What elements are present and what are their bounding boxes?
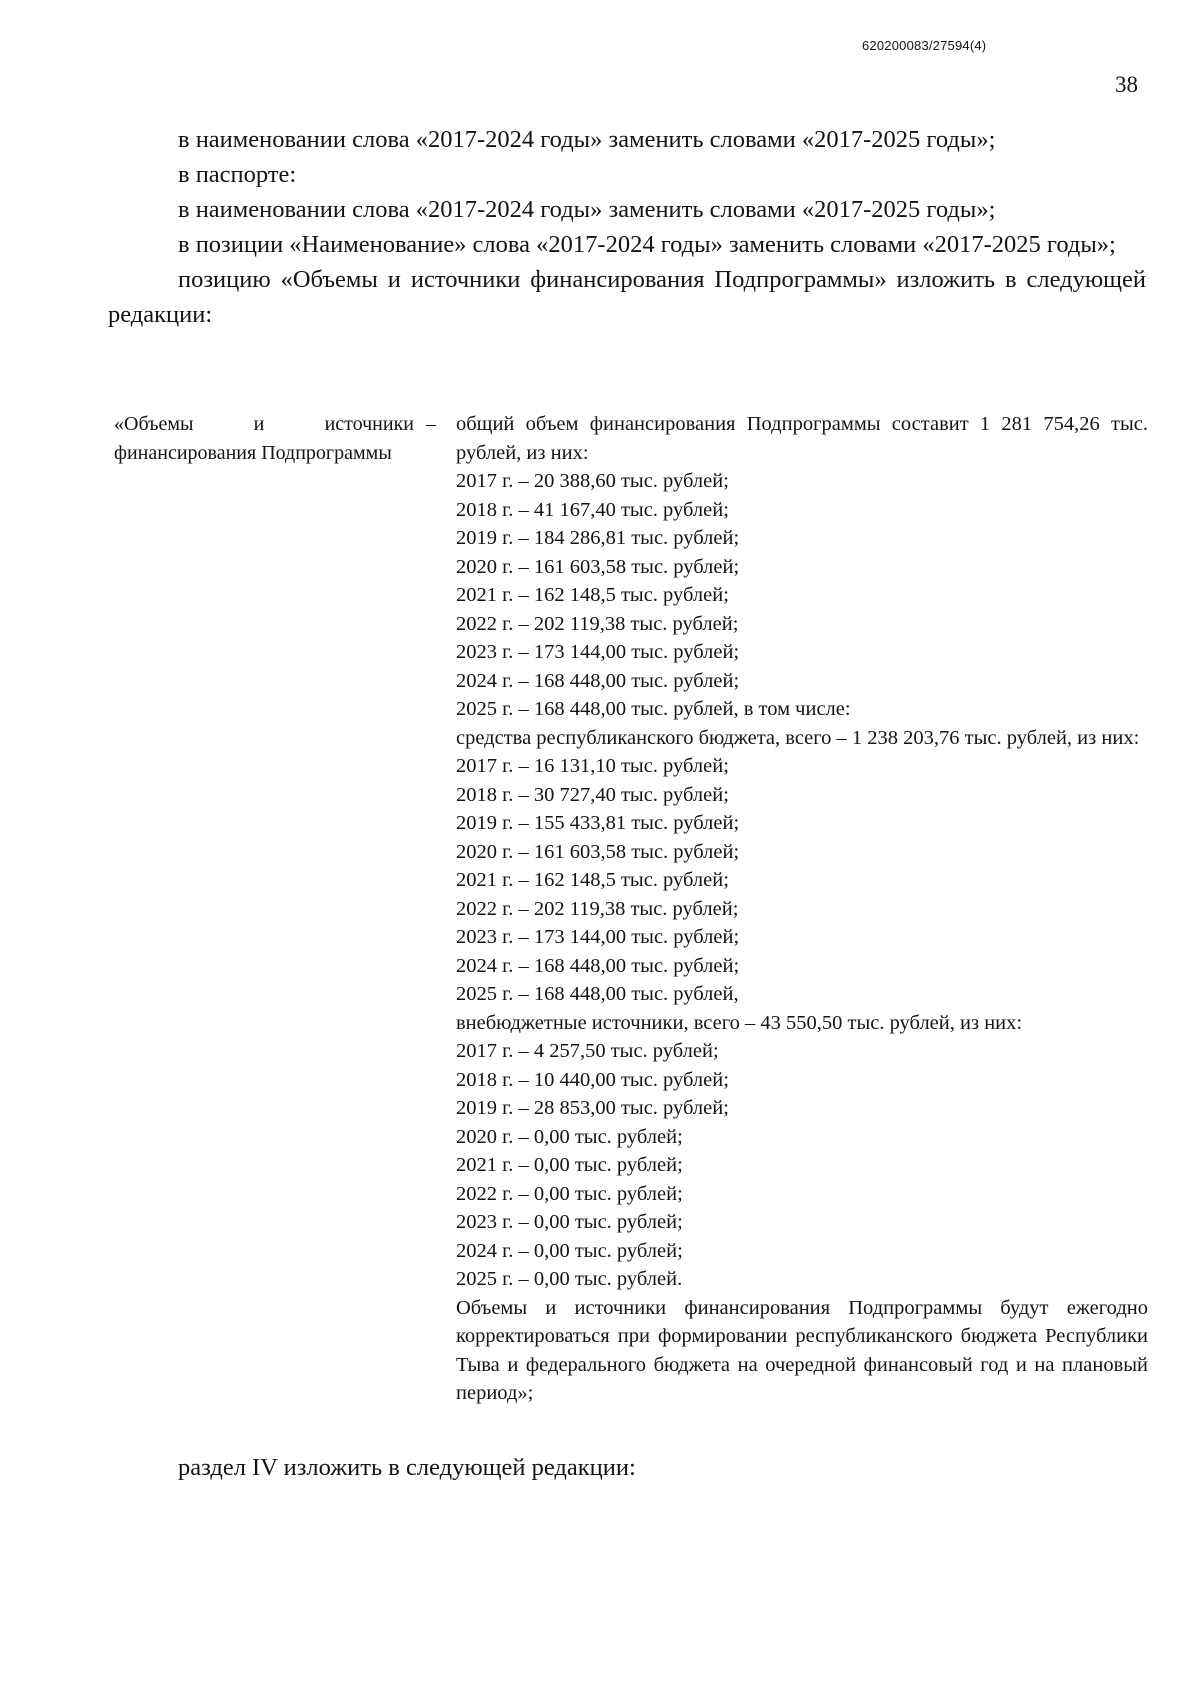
republican-budget-intro: средства республиканского бюджета, всего – 1 238 203,76 тыс. рублей, из них: <box>456 726 1140 749</box>
extrabudget-year-row: 2019 г. – 28 853,00 тыс. рублей; <box>456 1097 729 1119</box>
republican-year-row: 2023 г. – 173 144,00 тыс. рублей; <box>456 926 740 948</box>
republican-year-row: 2021 г. – 162 148,5 тыс. рублей; <box>456 869 729 891</box>
paragraph: в позиции «Наименование» слова «2017-2024 годы» заменить словами «2017-2025 годы»; <box>178 231 1116 258</box>
total-year-row: 2019 г. – 184 286,81 тыс. рублей; <box>456 527 740 549</box>
total-year-row: 2025 г. – 168 448,00 тыс. рублей, в том числе: <box>456 698 851 720</box>
republican-year-row: 2025 г. – 168 448,00 тыс. рублей, <box>456 983 739 1005</box>
republican-year-row: 2020 г. – 161 603,58 тыс. рублей; <box>456 840 740 863</box>
separator-dash: – <box>426 413 436 435</box>
extrabudget-year-row: 2022 г. – 0,00 тыс. рублей; <box>456 1182 683 1205</box>
republican-year-row: 2022 г. – 202 119,38 тыс. рублей; <box>456 897 739 920</box>
funding-note: Объемы и источники финансирования Подпрограммы будут ежегодно корректироваться при формировании республиканского бюджета Республики Тыва и федерального бюджета на очередной финансовый год и на плановый период»; <box>456 1296 1148 1404</box>
total-year-row: 2024 г. – 168 448,00 тыс. рублей; <box>456 669 740 692</box>
total-year-row: 2023 г. – 173 144,00 тыс. рублей; <box>456 641 740 663</box>
total-year-row: 2022 г. – 202 119,38 тыс. рублей; <box>456 612 739 635</box>
page-number: 38 <box>1115 72 1138 97</box>
extrabudget-year-row: 2021 г. – 0,00 тыс. рублей; <box>456 1154 683 1176</box>
paragraph: позицию «Объемы и источники финансирования Подпрограммы» изложить в следующей редакции: <box>108 266 1146 328</box>
republican-year-row: 2024 г. – 168 448,00 тыс. рублей; <box>456 954 740 977</box>
extrabudget-year-row: 2025 г. – 0,00 тыс. рублей. <box>456 1268 683 1290</box>
extrabudget-year-row: 2020 г. – 0,00 тыс. рублей; <box>456 1125 683 1148</box>
total-year-row: 2020 г. – 161 603,58 тыс. рублей; <box>456 555 740 578</box>
position-label: «Объемы и источники финансирования Подпрограммы <box>114 413 414 464</box>
paragraph: в наименовании слова «2017-2024 годы» заменить словами «2017-2025 годы»; <box>178 196 996 223</box>
document-id: 620200083/27594(4) <box>862 38 987 53</box>
extrabudget-intro: внебюджетные источники, всего – 43 550,50 тыс. рублей, из них: <box>456 1011 1023 1034</box>
republican-year-row: 2019 г. – 155 433,81 тыс. рублей; <box>456 812 740 834</box>
extrabudget-year-row: 2017 г. – 4 257,50 тыс. рублей; <box>456 1040 719 1062</box>
position-value <box>456 410 1148 1408</box>
total-intro: общий объем финансирования Подпрограммы составит 1 281 754,26 тыс. рублей, из них: <box>456 413 1148 464</box>
paragraph: в наименовании слова «2017-2024 годы» заменить словами «2017-2025 годы»; <box>178 126 996 153</box>
extrabudget-year-row: 2023 г. – 0,00 тыс. рублей; <box>456 1211 683 1233</box>
closing-paragraph: раздел IV изложить в следующей редакции: <box>178 1454 636 1481</box>
extrabudget-year-row: 2018 г. – 10 440,00 тыс. рублей; <box>456 1068 729 1091</box>
total-year-row: 2018 г. – 41 167,40 тыс. рублей; <box>456 498 729 521</box>
amendment-text <box>108 122 1146 332</box>
paragraph: в паспорте: <box>178 161 297 188</box>
extrabudget-year-row: 2024 г. – 0,00 тыс. рублей; <box>456 1239 683 1262</box>
total-year-row: 2021 г. – 162 148,5 тыс. рублей; <box>456 584 729 606</box>
republican-year-row: 2017 г. – 16 131,10 тыс. рублей; <box>456 755 729 777</box>
republican-year-row: 2018 г. – 30 727,40 тыс. рублей; <box>456 783 729 806</box>
total-year-row: 2017 г. – 20 388,60 тыс. рублей; <box>456 470 729 492</box>
